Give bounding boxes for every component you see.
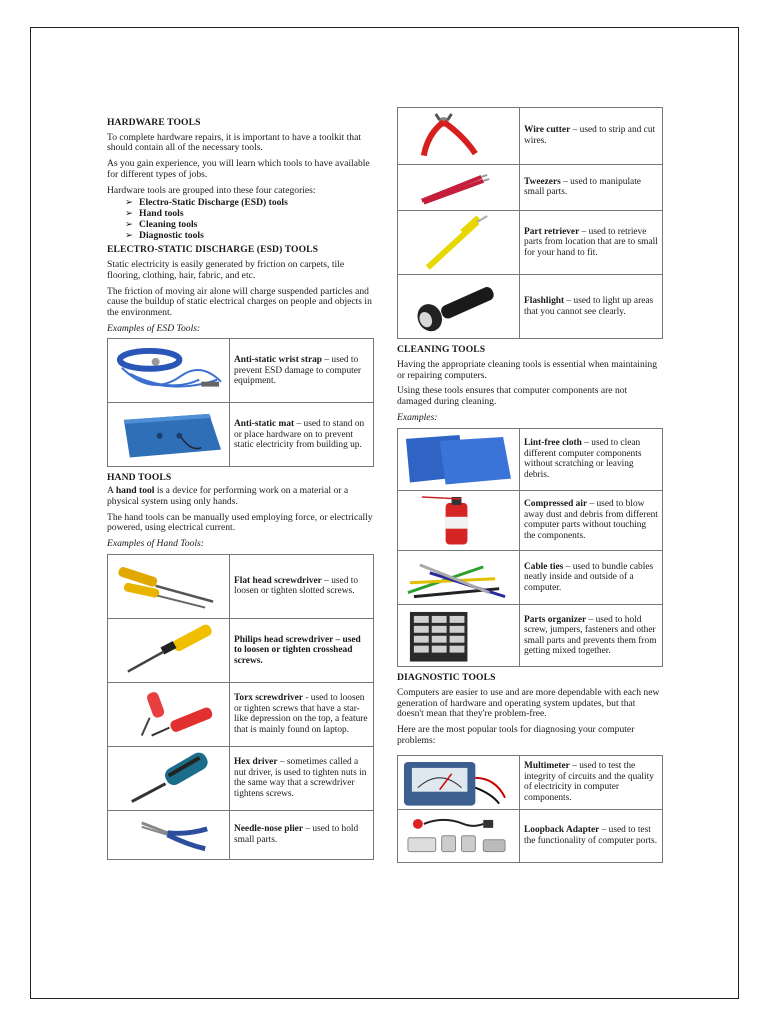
hand-paragraph: The hand tools can be manually used employing force, or electrically powered, using electrical current.	[107, 511, 373, 534]
philips-screwdriver-icon	[110, 622, 227, 680]
lint-free-cloth-icon	[400, 431, 517, 487]
tool-usage: – used to blow away dust and debris from different computer parts without touching the components.	[524, 499, 658, 541]
tool-name: Philips head screwdriver – used to loosen or tighten crosshead screws.	[234, 634, 361, 666]
hand-tools-heading: HAND TOOLS	[107, 472, 172, 484]
tweezers-icon	[400, 167, 517, 209]
tool-usage: – used to strip and cut wires.	[524, 125, 656, 146]
tool-description	[520, 490, 663, 550]
tool-image-cell	[398, 108, 520, 165]
right-column	[397, 107, 663, 869]
diagnostic-paragraph: Computers are easier to use and are more dependable with each new generation of hardware and operating system updates, but that doesn't mean that they're problem-free.	[397, 686, 660, 720]
arrow-bullet-icon: ➢	[125, 218, 134, 230]
esd-tools-table	[107, 338, 374, 467]
tool-image-cell	[398, 164, 520, 211]
tool-name: Lint-free cloth	[524, 438, 582, 449]
tool-image-cell	[398, 755, 520, 810]
tool-description	[230, 618, 374, 682]
tool-usage: – used to test the integrity of circuits and the quality of electricity in computer components.	[524, 761, 654, 803]
tool-name: Wire cutter	[524, 125, 571, 136]
esd-paragraph: The friction of moving air alone will charge suspended particles and cause the buildup of static electrical charges on people and objects in the environment.	[107, 285, 372, 319]
torx-screwdriver-icon	[110, 686, 227, 744]
cleaning-tools-heading: CLEANING TOOLS	[397, 344, 486, 356]
tool-image-cell	[108, 682, 230, 746]
tool-usage: – used to stand on or place hardware on to prevent static electricity from building up.	[234, 419, 365, 451]
tool-name: Loopback Adapter	[524, 825, 600, 836]
tool-name: Anti-static wrist strap	[234, 355, 323, 366]
hardware-paragraph: Hardware tools are grouped into these four categories:	[107, 184, 316, 196]
static-mat-icon	[110, 406, 227, 464]
tool-image-cell	[108, 746, 230, 810]
tool-name: Needle-nose plier	[234, 824, 303, 835]
diagnostic-paragraph: Here are the most popular tools for diagnosing your computer problems:	[397, 724, 635, 746]
cleaning-tools-table	[397, 428, 663, 668]
tool-usage: – sometimes called a nut driver, is used to tighten nuts in the same way that a screwdriver tightens screws.	[234, 757, 367, 799]
text-segment: hand tool	[115, 485, 155, 497]
cleaning-paragraph: Having the appropriate cleaning tools is essential when maintaining or repairing computers.	[397, 358, 658, 381]
tool-name: Flat head screwdriver	[234, 575, 322, 586]
tool-image-cell	[398, 550, 520, 605]
tool-name: Torx screwdriver	[234, 693, 303, 704]
category-list	[125, 198, 374, 241]
table-row	[108, 682, 374, 746]
tool-description	[520, 211, 663, 275]
arrow-bullet-icon: ➢	[125, 229, 134, 241]
table-row	[108, 403, 374, 467]
category-item	[125, 231, 374, 242]
tool-description	[520, 810, 663, 863]
needle-nose-plier-icon	[110, 813, 227, 857]
table-row	[108, 618, 374, 682]
hand-tools-table-continued	[397, 107, 663, 339]
table-row	[398, 550, 663, 605]
text-segment: A	[107, 485, 116, 497]
tool-description	[230, 403, 374, 467]
table-row	[398, 605, 663, 667]
esd-examples-label: Examples of ESD Tools:	[107, 322, 201, 334]
parts-organizer-icon	[400, 608, 517, 664]
table-row	[108, 746, 374, 810]
left-column	[107, 118, 374, 866]
table-row	[398, 810, 663, 863]
tool-description	[520, 550, 663, 605]
table-row	[398, 275, 663, 339]
tool-image-cell	[108, 554, 230, 618]
table-row	[108, 554, 374, 618]
table-row	[398, 108, 663, 165]
flat-screwdriver-icon	[110, 558, 227, 616]
loopback-adapter-icon	[400, 812, 517, 860]
tool-description	[520, 275, 663, 339]
tool-description	[230, 339, 374, 403]
tool-usage: – used to manipulate small parts.	[524, 176, 641, 198]
tool-image-cell	[398, 275, 520, 339]
tool-usage: – used to light up areas that you cannot see clearly.	[524, 296, 654, 317]
cable-ties-icon	[400, 553, 517, 603]
tool-image-cell	[108, 618, 230, 682]
compressed-air-icon	[400, 493, 517, 547]
table-row	[398, 490, 663, 550]
hand-tools-table	[107, 554, 374, 860]
table-row	[398, 211, 663, 275]
table-row	[398, 428, 663, 490]
tool-name: Parts organizer	[524, 614, 587, 625]
tool-name: Part retriever	[524, 226, 580, 237]
diagnostic-tools-heading: DIAGNOSTIC TOOLS	[397, 672, 496, 684]
hand-examples-label: Examples of Hand Tools:	[107, 538, 204, 550]
tool-usage: – used to retrieve parts from location that are to small for your hand to fit.	[524, 226, 658, 258]
category-label: Electro-Static Discharge (ESD) tools	[139, 197, 288, 209]
category-label: Hand tools	[139, 208, 184, 220]
tool-name: Anti-static mat	[234, 419, 295, 430]
tool-image-cell	[398, 490, 520, 550]
tool-image-cell	[108, 403, 230, 467]
tool-usage: - used to loosen or tighten screws that have a star-like depression on the top, a feature that is mainly found on laptop.	[234, 693, 368, 735]
tool-usage: – used to test the functionality of computer ports.	[524, 825, 658, 846]
arrow-bullet-icon: ➢	[125, 208, 134, 220]
wrist-strap-icon	[110, 342, 227, 400]
tool-description	[230, 682, 374, 746]
tool-name: Flashlight	[524, 296, 565, 307]
hardware-paragraph: To complete hardware repairs, it is important to have a toolkit that should contain all of the necessary tools.	[107, 131, 362, 154]
tool-usage: – used to clean different computer components without scratching or leaving debris.	[524, 438, 642, 480]
table-row	[108, 810, 374, 859]
tool-description	[520, 755, 663, 810]
esd-paragraph: Static electricity is easily generated by friction on carpets, tile flooring, clothing, hair, fabric, and etc.	[107, 259, 345, 281]
tool-description	[520, 605, 663, 667]
tool-usage: – used to hold small parts.	[234, 824, 359, 845]
table-row	[398, 755, 663, 810]
tool-image-cell	[398, 810, 520, 863]
cleaning-examples-label: Examples:	[397, 411, 438, 423]
tool-description	[520, 164, 663, 211]
text-segment: is a device for performing work on a material or a physical system using only hands.	[107, 485, 349, 507]
arrow-bullet-icon: ➢	[125, 197, 134, 209]
esd-tools-heading: ELECTRO-STATIC DISCHARGE (ESD) TOOLS	[107, 244, 319, 256]
tool-usage: – used to loosen or tighten slotted screws.	[234, 575, 359, 597]
table-row	[398, 164, 663, 211]
category-label: Diagnostic tools	[139, 229, 204, 241]
tool-name: Tweezers	[524, 176, 561, 187]
tool-image-cell	[108, 810, 230, 859]
hex-driver-icon	[110, 750, 227, 808]
hardware-paragraph: As you gain experience, you will learn which tools to have available for different types of jobs.	[107, 158, 370, 180]
tool-name: Multimeter	[524, 761, 570, 772]
tool-description	[230, 554, 374, 618]
tool-usage: – used to prevent ESD damage to computer equipment.	[234, 355, 362, 387]
hardware-tools-heading: HARDWARE TOOLS	[107, 117, 201, 128]
category-label: Cleaning tools	[139, 218, 198, 230]
flashlight-icon	[400, 278, 517, 336]
tool-usage: – used to bundle cables neatly inside and outside of a computer.	[524, 561, 654, 593]
tool-name: Compressed air	[524, 499, 588, 510]
tool-name: Cable ties	[524, 561, 564, 572]
tool-description	[230, 810, 374, 859]
tool-description	[520, 108, 663, 165]
tool-usage: – used to hold screw, jumpers, fasteners and other small parts and prevents them from getting mixed together.	[524, 614, 657, 657]
multimeter-icon	[400, 758, 517, 808]
diagnostic-tools-table	[397, 755, 663, 863]
tool-image-cell	[398, 211, 520, 275]
tool-image-cell	[398, 605, 520, 667]
wire-cutter-icon	[400, 110, 517, 162]
tool-image-cell	[108, 339, 230, 403]
part-retriever-icon	[400, 214, 517, 272]
hand-paragraph	[107, 486, 374, 507]
tool-image-cell	[398, 428, 520, 490]
tool-description	[520, 428, 663, 490]
tool-description	[230, 746, 374, 810]
cleaning-paragraph: Using these tools ensures that computer components are not damaged during cleaning.	[397, 385, 628, 408]
tool-name: Hex driver	[234, 757, 278, 768]
table-row	[108, 339, 374, 403]
